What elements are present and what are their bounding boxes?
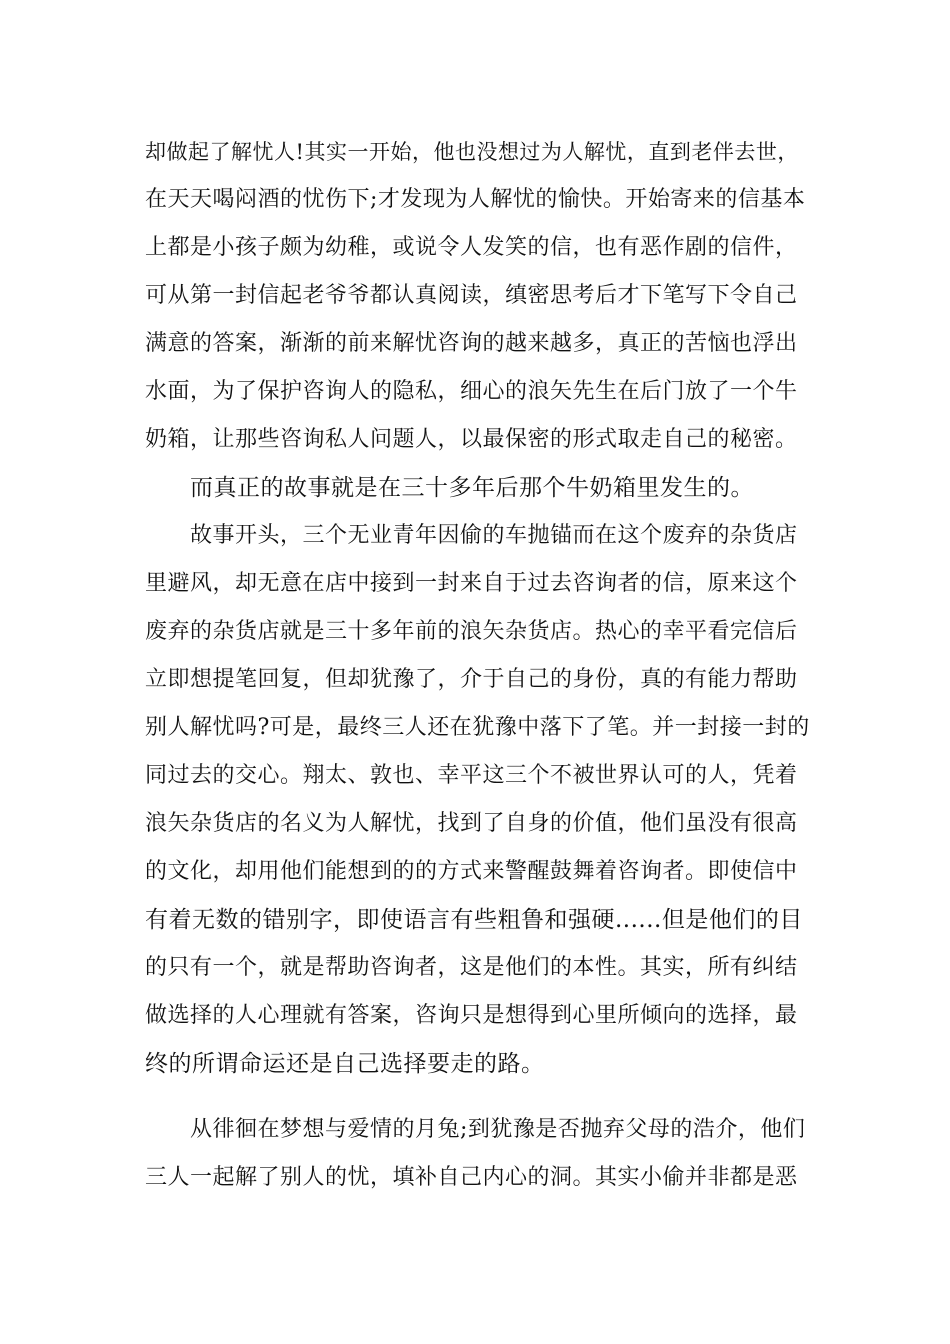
text-line: 的只有一个，就是帮助咨询者，这是他们的本性。其实，所有纠结 <box>145 955 798 980</box>
text-line: 可从第一封信起老爷爷都认真阅读，缜密思考后才下笔写下令自己 <box>145 283 798 308</box>
text-line: 三人一起解了别人的忧，填补自己内心的洞。其实小偷并非都是恶 <box>145 1165 798 1190</box>
text-line: 别人解忧吗?可是，最终三人还在犹豫中落下了笔。并一封接一封的 <box>145 715 810 740</box>
text-line: 奶箱，让那些咨询私人问题人，以最保密的形式取走自己的秘密。 <box>145 427 798 452</box>
text-line: 满意的答案，渐渐的前来解忧咨询的越来越多，真正的苦恼也浮出 <box>145 331 798 356</box>
text-line: 浪矢杂货店的名义为人解忧，找到了自身的价值，他们虽没有很高 <box>145 811 798 836</box>
text-line: 立即想提笔回复，但却犹豫了，介于自己的身份，真的有能力帮助 <box>145 667 798 692</box>
text-line: 在天天喝闷酒的忧伤下;才发现为人解忧的愉快。开始寄来的信基本 <box>145 187 806 212</box>
text-line: 同过去的交心。翔太、敦也、幸平这三个不被世界认可的人，凭着 <box>145 763 798 788</box>
paragraph-first-line: 从徘徊在梦想与爱情的月兔;到犹豫是否抛弃父母的浩介，他们 <box>190 1117 806 1142</box>
text-line: 里避风，却无意在店中接到一封来自于过去咨询者的信，原来这个 <box>145 571 798 596</box>
text-line: 废弃的杂货店就是三十多年前的浪矢杂货店。热心的幸平看完信后 <box>145 619 798 644</box>
paragraph-first-line: 故事开头，三个无业青年因偷的车抛锚而在这个废弃的杂货店 <box>190 523 798 548</box>
text-line: 的文化，却用他们能想到的的方式来警醒鼓舞着咨询者。即使信中 <box>145 859 798 884</box>
paragraph-first-line: 而真正的故事就是在三十多年后那个牛奶箱里发生的。 <box>190 475 754 501</box>
text-line: 做选择的人心理就有答案，咨询只是想得到心里所倾向的选择，最 <box>145 1003 798 1028</box>
text-line: 终的所谓命运还是自己选择要走的路。 <box>145 1051 545 1077</box>
text-line: 有着无数的错别字，即使语言有些粗鲁和强硬......但是他们的目 <box>145 907 803 933</box>
text-line: 却做起了解忧人!其实一开始，他也没想过为人解忧，直到老伴去世， <box>145 140 799 164</box>
text-line: 水面，为了保护咨询人的隐私，细心的浪矢先生在后门放了一个牛 <box>145 379 798 404</box>
text-line: 上都是小孩子颇为幼稚，或说令人发笑的信，也有恶作剧的信件， <box>145 235 798 260</box>
